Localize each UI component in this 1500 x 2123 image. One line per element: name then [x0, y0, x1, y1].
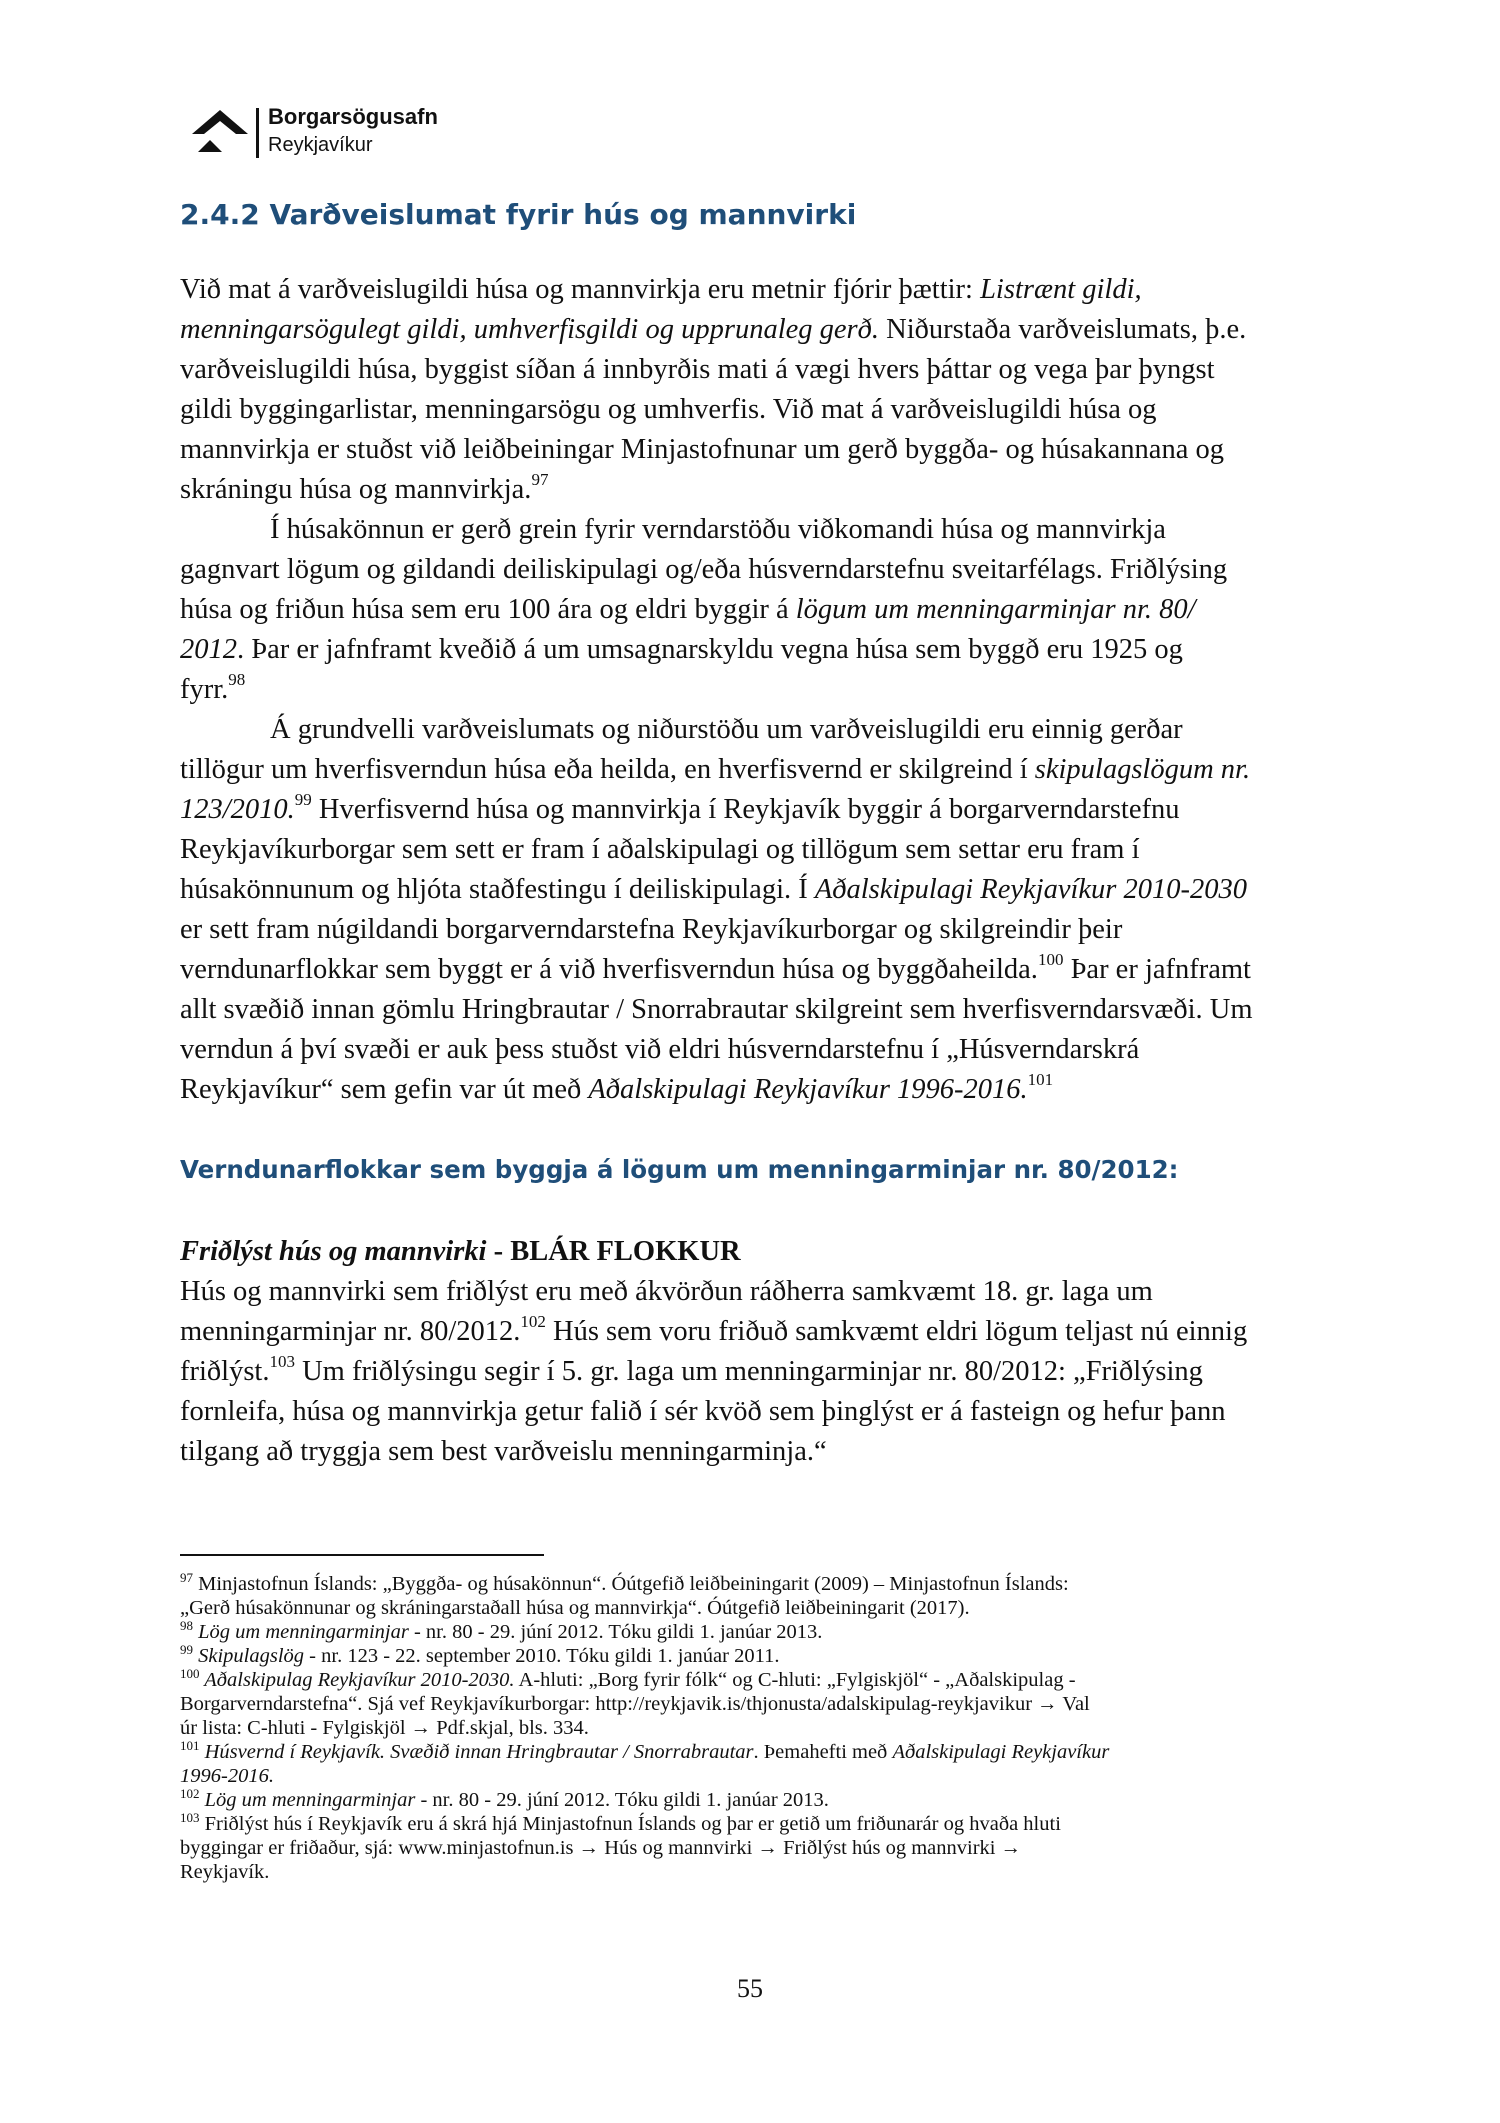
- footnote-ref[interactable]: 101: [1027, 1070, 1054, 1089]
- italic-text: Skipulagslög: [193, 1645, 305, 1667]
- italic-text: lögum um menningarminjar nr. 80/: [795, 594, 1196, 625]
- text: A-hluti: „Borg fyrir fólk“ og C-hluti: „Fylgiskjöl“ - „Aðalskipulag -: [514, 1669, 1076, 1691]
- logo-chevron-icon: [190, 108, 250, 156]
- text: Hverfisvernd húsa og mannvirkja í Reykjavík byggir á borgarverndarstefnu: [311, 794, 1180, 825]
- italic-text: menningarsögulegt gildi, umhverfisgildi og upprunaleg gerð.: [180, 314, 880, 345]
- text: húsa og friðun húsa sem eru 100 ára og eldri byggir á: [180, 594, 796, 625]
- text-line: úr lista: C-hluti - Fylgiskjöl → Pdf.skjal, bls. 334.: [180, 1717, 589, 1739]
- footnote-number: 102: [180, 1786, 200, 1801]
- text: Við mat á varðveislugildi húsa og mannvirkja eru metnir fjórir þættir:: [180, 274, 981, 305]
- italic-text: Friðlýst hús og mannvirki: [180, 1236, 487, 1267]
- text: friðlýst.: [180, 1356, 270, 1387]
- text-line: Hús og mannvirki sem friðlýst eru með ákvörðun ráðherra samkvæmt 18. gr. laga um: [180, 1276, 1153, 1307]
- text-line: gildi byggingarlistar, menningarsögu og umhverfis. Við mat á varðveislugildi húsa og: [180, 394, 1157, 425]
- text: . Þemahefti með: [753, 1741, 893, 1763]
- text-line: gagnvart lögum og gildandi deiliskipulagi og/eða húsverndarstefnu sveitarfélags. Friðlýsing: [180, 554, 1228, 585]
- footnote-97: [180, 1572, 1340, 1596]
- logo-name: Borgarsögusafn: [268, 104, 438, 129]
- italic-text: Aðalskipulagi Reykjavíkur 1996-2016.: [588, 1074, 1028, 1105]
- text-line: Í húsakönnun er gerð grein fyrir verndarstöðu viðkomandi húsa og mannvirkja: [270, 514, 1166, 545]
- text: Þar er jafnframt: [1063, 954, 1251, 985]
- text: verndunarflokkar sem byggt er á við hverfisverndun húsa og byggðaheilda.: [180, 954, 1038, 985]
- text-line: Reykjavík.: [180, 1861, 270, 1883]
- text: - nr. 123 - 22. september 2010. Tóku gildi 1. janúar 2011.: [304, 1645, 780, 1667]
- page-number: 55: [737, 1974, 763, 2003]
- text-line: verndun á því svæði er auk þess stuðst við eldri húsverndarstefnu í „Húsverndarskrá: [180, 1034, 1140, 1065]
- text: skráningu húsa og mannvirkja.: [180, 474, 532, 505]
- section-heading: 2.4.2 Varðveislumat fyrir hús og mannvirki: [180, 198, 857, 231]
- footnote-102: [180, 1788, 1340, 1812]
- text-line: er sett fram núgildandi borgarverndarstefna Reykjavíkurborgar og skilgreindir þeir: [180, 914, 1123, 945]
- footnote-divider: [180, 1554, 544, 1556]
- text-line: mannvirkja er stuðst við leiðbeiningar Minjastofnunar um gerð byggða- og húsakannana og: [180, 434, 1224, 465]
- footnote-ref[interactable]: 98: [228, 670, 246, 689]
- text: - nr. 80 - 29. júní 2012. Tóku gildi 1. janúar 2013.: [408, 1621, 823, 1643]
- paragraph-block-2: [180, 1232, 1330, 1472]
- text: - BLÁR FLOKKUR: [486, 1236, 741, 1267]
- footnote-number: 99: [180, 1642, 193, 1657]
- logo-subtitle: Reykjavíkur: [268, 134, 373, 156]
- text: Friðlýst hús í Reykjavík eru á skrá hjá Minjastofnun Íslands og þar er getið um friðunarár og hvaða hluti: [199, 1813, 1061, 1835]
- italic-text: skipulagslögum nr.: [1034, 754, 1251, 785]
- italic-text: 123/2010.: [180, 794, 295, 825]
- text: Um friðlýsingu segir í 5. gr. laga um menningarminjar nr. 80/2012: „Friðlýsing: [294, 1356, 1203, 1387]
- text-line: Reykjavíkurborgar sem sett er fram í aðalskipulagi og tillögum sem settar eru fram í: [180, 834, 1140, 865]
- footnote-100: [180, 1668, 1340, 1692]
- text-line: varðveislugildi húsa, byggist síðan á innbyrðis mati á vægi hvers þáttar og vega þar þyngst: [180, 354, 1215, 385]
- italic-text: Lög um menningarminjar: [193, 1621, 409, 1643]
- text-line: Á grundvelli varðveislumats og niðurstöðu um varðveislugildi eru einnig gerðar: [270, 714, 1183, 745]
- footnote-103: [180, 1812, 1340, 1836]
- footnote-number: 97: [180, 1570, 193, 1585]
- paragraph-block-1: [180, 270, 1330, 1110]
- text: Hús sem voru friðuð samkvæmt eldri lögum teljast nú einnig: [545, 1316, 1248, 1347]
- subsection-heading: Verndunarflokkar sem byggja á lögum um menningarminjar nr. 80/2012:: [180, 1155, 1179, 1184]
- footnote-101: [180, 1740, 1340, 1764]
- text: Minjastofnun Íslands: „Byggða- og húsakönnun“. Óútgefið leiðbeiningarit (2009) – Minjastofnun Íslands:: [193, 1573, 1069, 1595]
- text-line: Borgarverndarstefna“. Sjá vef Reykjavíkurborgar: http://reykjavik.is/thjonusta/adalskipulag-reykjavikur → Val: [180, 1693, 1090, 1715]
- footnote-number: 100: [180, 1666, 200, 1681]
- text: - nr. 80 - 29. júní 2012. Tóku gildi 1. janúar 2013.: [415, 1789, 829, 1811]
- italic-text: Húsvernd í Reykjavík. Svæðið innan Hringbrautar / Snorrabrautar: [199, 1741, 754, 1763]
- text-line: tilgang að tryggja sem best varðveislu menningarminja.“: [180, 1436, 827, 1467]
- footnote-98: [180, 1620, 1340, 1644]
- text: tillögur um hverfisverndun húsa eða heilda, en hverfisvernd er skilgreind í: [180, 754, 1035, 785]
- footnote-ref[interactable]: 102: [520, 1312, 546, 1331]
- italic-text: Aðalskipulag Reykjavíkur 2010-2030.: [199, 1669, 515, 1691]
- text-line: byggingar er friðaður, sjá: www.minjastofnun.is → Hús og mannvirki → Friðlýst hús og mannvirki →: [180, 1837, 1022, 1859]
- text-line: fornleifa, húsa og mannvirkja getur falið í sér kvöð sem þinglýst er á fasteign og hefur þann: [180, 1396, 1226, 1427]
- text: . Þar er jafnframt kveðið á um umsagnarskyldu vegna húsa sem byggð eru 1925 og: [237, 634, 1183, 665]
- footnote-99: [180, 1644, 1340, 1668]
- logo-divider: [256, 108, 259, 158]
- italic-text: Aðalskipulagi Reykjavíkur: [892, 1741, 1110, 1763]
- italic-text: Listrænt gildi,: [980, 274, 1142, 305]
- text: menningarminjar nr. 80/2012.: [180, 1316, 521, 1347]
- footnote-number: 98: [180, 1618, 193, 1633]
- text-line: allt svæðið innan gömlu Hringbrautar / Snorrabrautar skilgreint sem hverfisverndarsvæði. Um: [180, 994, 1253, 1025]
- text: Niðurstaða varðveislumats, þ.e.: [879, 314, 1247, 345]
- text: Reykjavíkur“ sem gefin var út með: [180, 1074, 589, 1105]
- italic-text: 2012: [180, 634, 237, 665]
- text-line: „Gerð húsakönnunar og skráningarstaðall húsa og mannvirkja“. Óútgefið leiðbeiningarit (2017).: [180, 1597, 970, 1619]
- footnotes: [180, 1572, 1340, 1884]
- footnote-ref[interactable]: 97: [531, 470, 549, 489]
- footnote-number: 101: [180, 1738, 200, 1753]
- footnote-number: 103: [180, 1810, 200, 1825]
- italic-text: 1996-2016.: [180, 1765, 274, 1787]
- italic-text: Aðalskipulagi Reykjavíkur 2010-2030: [814, 874, 1248, 905]
- category-title: [180, 1232, 1330, 1272]
- footnote-ref[interactable]: 103: [269, 1352, 295, 1371]
- text: húsakönnunum og hljóta staðfestingu í deiliskipulagi. Í: [180, 874, 815, 905]
- footnote-ref[interactable]: 100: [1037, 950, 1064, 969]
- footnote-ref[interactable]: 99: [294, 790, 312, 809]
- text: fyrr.: [180, 674, 229, 705]
- italic-text: Lög um menningarminjar: [199, 1789, 416, 1811]
